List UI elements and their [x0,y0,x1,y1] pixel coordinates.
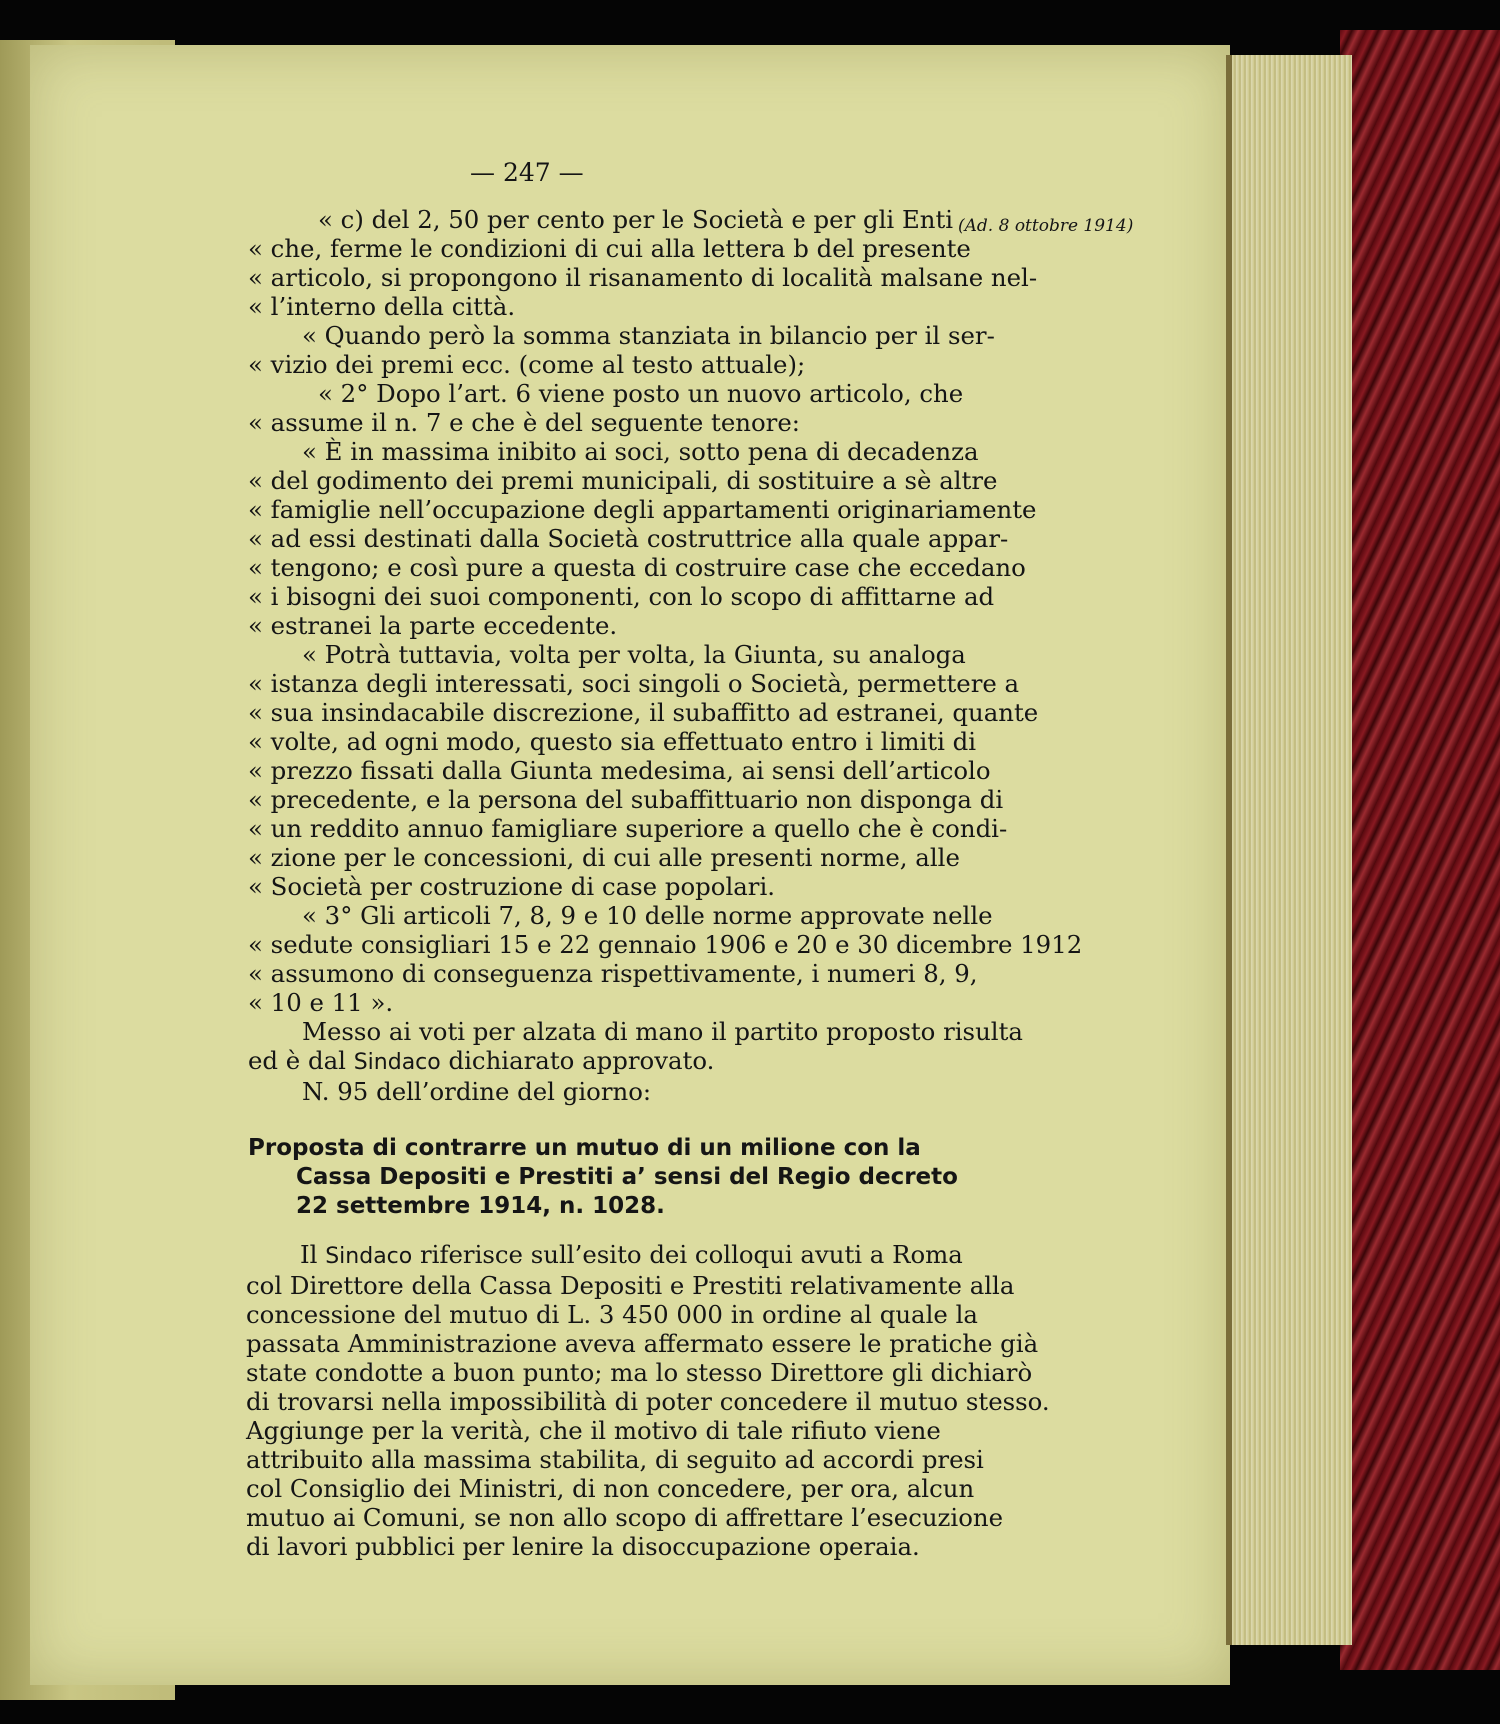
text-line [248,1046,943,1077]
text-line: « 10 e 11 ». [248,988,394,1017]
text-line: « assumono di conseguenza rispettivamente, i numeri 8, 9, [248,959,978,988]
text-line: « l’interno della città. [248,292,516,321]
heading-line: 22 settembre 1914, n. 1028. [296,1193,665,1219]
text-line: « volte, ad ogni modo, questo sia effettuato entro i limiti di [248,727,977,756]
text-line: « famiglie nell’occupazione degli appartamenti originariamente [248,495,1037,524]
text-line: « c) del 2, 50 per cento per le Società e per gli Enti [318,205,954,234]
text-line: di trovarsi nella impossibilità di poter concedere il mutuo stesso. [246,1387,1050,1416]
text-line: « zione per le concessioni, di cui alle presenti norme, alle [248,843,960,872]
text-line: « 3° Gli articoli 7, 8, 9 e 10 delle norme approvate nelle [302,901,993,930]
text-fragment: riferisce sull’esito dei colloqui avuti a Roma [420,1240,963,1269]
text-line: « sua insindacabile discrezione, il subaffitto ad estranei, quante [248,698,1039,727]
text-line: « del godimento dei premi municipali, di sostituire a sè altre [248,466,998,495]
text-line: di lavori pubblici per lenire la disoccupazione operaia. [246,1532,920,1561]
text-line: « ad essi destinati dalla Società costruttrice alla quale appar- [248,524,1009,553]
text-line [246,1240,963,1271]
text-line: « precedente, e la persona del subaffittuario non disponga di [248,785,1004,814]
text-line: « È in massima inibito ai soci, sotto pena di decadenza [302,437,979,466]
margin-date-note: (Ad. 8 ottobre 1914) [958,216,1134,236]
section-heading [248,1134,958,1221]
text-line: « Potrà tuttavia, volta per volta, la Giunta, su analoga [302,640,966,669]
text-line: « assume il n. 7 e che è del seguente tenore: [248,408,800,437]
text-line: « Quando però la somma stanziata in bilancio per il ser- [302,321,995,350]
text-line: Messo ai voti per alzata di mano il partito proposto risulta [302,1017,1023,1046]
text-line: « sedute consigliari 15 e 22 gennaio 1906 e 20 e 30 dicembre 1912 [248,930,1083,959]
sindaco-word: Sindaco [325,1244,413,1269]
text-line: « i bisogni dei suoi componenti, con lo scopo di affittarne ad [248,582,995,611]
heading-line: Proposta di contrarre un mutuo di un milione con la [248,1135,921,1161]
page-number: — 247 — [470,158,584,187]
text-fragment: ed è dal [248,1046,346,1075]
heading-line: Cassa Depositi e Prestiti a’ sensi del Regio decreto [296,1164,958,1190]
text-line: attribuito alla massima stabilita, di seguito ad accordi presi [246,1445,984,1474]
text-line: « 2° Dopo l’art. 6 viene posto un nuovo articolo, che [318,379,964,408]
text-line: concessione del mutuo di L. 3 450 000 in ordine al quale la [246,1300,978,1329]
text-line: mutuo ai Comuni, se non allo scopo di affrettare l’esecuzione [246,1503,1004,1532]
text-line: col Direttore della Cassa Depositi e Prestiti relativamente alla [246,1271,1015,1300]
text-line: « vizio dei premi ecc. (come al testo attuale); [248,350,806,379]
text-line: state condotte a buon punto; ma lo stesso Direttore gli dichiarò [246,1358,1033,1387]
text-fragment: Il [300,1240,318,1269]
report-paragraph [246,1240,1050,1561]
text-line: « articolo, si propongono il risanamento di località malsane nel- [248,263,1038,292]
sindaco-word: Sindaco [353,1050,441,1075]
agenda-item-line: N. 95 dell’ordine del giorno: [302,1077,652,1106]
text-fragment: dichiarato approvato. [448,1046,715,1075]
text-line: « Società per costruzione di case popolari. [248,872,776,901]
text-line: « tengono; e così pure a questa di costruire case che eccedano [248,553,1026,582]
text-line: col Consiglio dei Ministri, di non concedere, per ora, alcun [246,1474,975,1503]
text-line: « prezzo fissati dalla Giunta medesima, ai sensi dell’articolo [248,756,991,785]
text-line: passata Amministrazione aveva affermato essere le pratiche già [246,1329,1039,1358]
text-line: « estranei la parte eccedente. [248,611,618,640]
text-line: « che, ferme le condizioni di cui alla lettera b del presente [248,234,971,263]
text-line: Aggiunge per la verità, che il motivo di tale rifiuto viene [246,1416,941,1445]
text-line: « istanza degli interessati, soci singoli o Società, permettere a [248,669,1020,698]
text-line: « un reddito annuo famigliare superiore a quello che è condi- [248,814,1008,843]
